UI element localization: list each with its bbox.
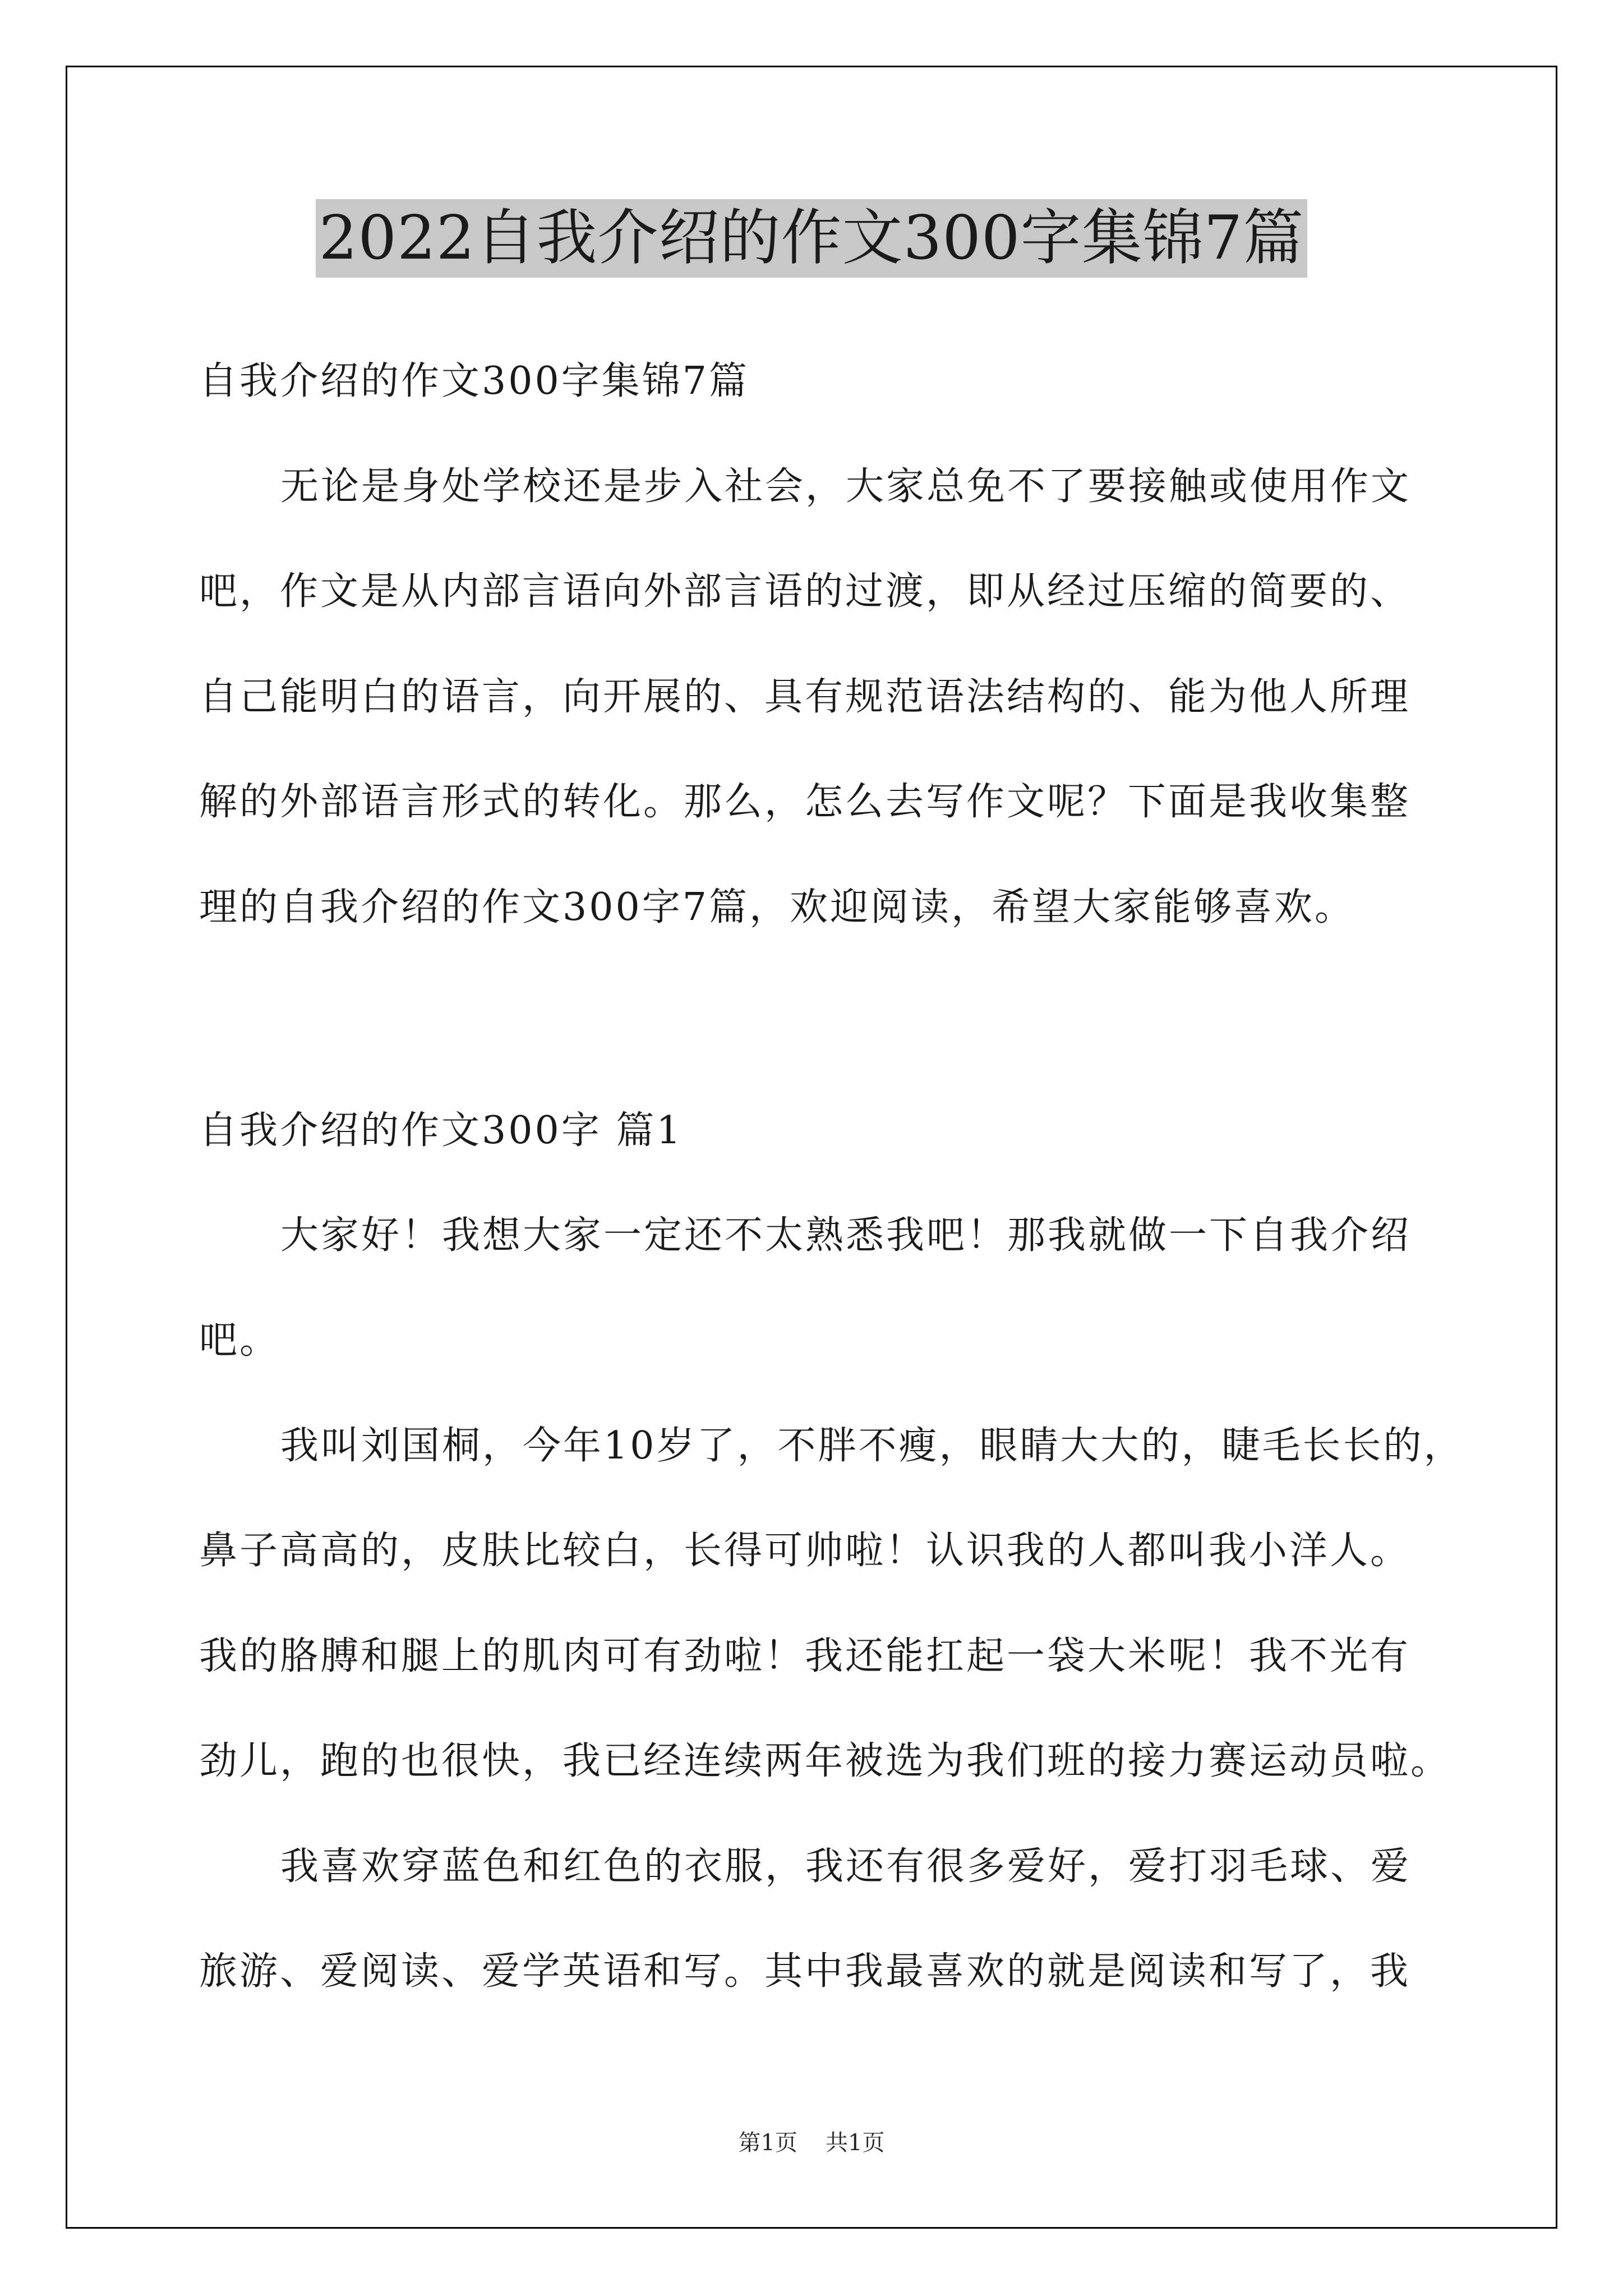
document-title: 2022自我介绍的作文300字集锦7篇 — [316, 199, 1308, 278]
body-line: 我的胳膊和腿上的肌肉可有劲啦！我还能扛起一袋大米呢！我不光有 — [199, 1634, 1411, 1678]
page-number-current: 第1页 — [738, 2130, 797, 2156]
intro-line: 无论是身处学校还是步入社会，大家总免不了要接触或使用作文 — [280, 464, 1412, 509]
body-line: 我叫刘国桐，今年10岁了，不胖不瘦，眼睛大大的，睫毛长长的， — [280, 1424, 1464, 1468]
title-container — [0, 199, 1623, 278]
intro-line: 自己能明白的语言，向开展的、具有规范语法结构的、能为他人所理 — [199, 675, 1411, 719]
intro-line: 吧，作文是从内部言语向外部言语的过渡，即从经过压缩的简要的、 — [199, 569, 1411, 614]
intro-line: 理的自我介绍的作文300字7篇，欢迎阅读，希望大家能够喜欢。 — [199, 885, 1355, 930]
body-line: 劲儿，跑的也很快，我已经连续两年被选为我们班的接力赛运动员啦。 — [199, 1739, 1451, 1783]
body-line: 鼻子高高的，皮肤比较白，长得可帅啦！认识我的人都叫我小洋人。 — [199, 1529, 1411, 1573]
body-line: 大家好！我想大家一定还不太熟悉我吧！那我就做一下自我介绍 — [280, 1213, 1412, 1258]
body-line: 我喜欢穿蓝色和红色的衣服，我还有很多爱好，爱打羽毛球、爱 — [280, 1844, 1412, 1889]
section-heading: 自我介绍的作文300字 篇1 — [199, 1108, 683, 1153]
intro-line: 解的外部语言形式的转化。那么，怎么去写作文呢？下面是我收集整 — [199, 780, 1411, 824]
page-number-total: 共1页 — [826, 2130, 885, 2156]
body-line: 吧。 — [199, 1318, 280, 1363]
page-footer — [0, 2126, 1623, 2160]
body-line: 旅游、爱阅读、爱学英语和写。其中我最喜欢的就是阅读和写了，我 — [199, 1949, 1411, 1994]
subtitle: 自我介绍的作文300字集锦7篇 — [199, 359, 750, 403]
